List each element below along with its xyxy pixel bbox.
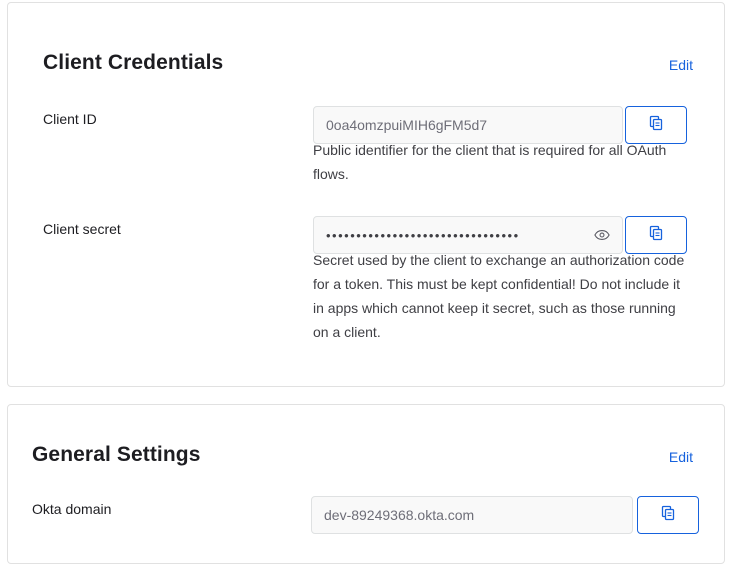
client-id-label: Client ID <box>43 111 97 127</box>
client-credentials-edit-link[interactable]: Edit <box>668 57 693 73</box>
client-credentials-title: Client Credentials <box>43 51 224 74</box>
copy-icon <box>648 225 664 246</box>
client-secret-label: Client secret <box>43 221 121 237</box>
client-id-value: 0oa4omzpuiMIH6gFM5d7 <box>326 117 488 133</box>
client-credentials-card <box>7 2 725 387</box>
copy-icon <box>648 115 664 136</box>
copy-icon <box>660 505 676 526</box>
copy-okta-domain-button[interactable] <box>637 496 699 534</box>
okta-domain-input[interactable] <box>311 496 633 534</box>
general-settings-edit-link[interactable]: Edit <box>668 449 693 465</box>
client-id-helper-text: Public identifier for the client that is required for all OAuth flows. <box>313 142 667 182</box>
client-secret-helper-text: Secret used by the client to exchange an authorization code for a token. This must be kept confidential! Do not include it in apps which cannot keep it secret, such as those running on a client. <box>313 252 685 340</box>
general-settings-card <box>7 404 725 564</box>
general-settings-title: General Settings <box>32 443 201 466</box>
okta-domain-value: dev-89249368.okta.com <box>324 507 475 523</box>
okta-domain-label: Okta domain <box>32 501 112 517</box>
eye-icon[interactable] <box>594 228 610 242</box>
client-secret-value: •••••••••••••••••••••••••••••••• <box>326 227 520 243</box>
